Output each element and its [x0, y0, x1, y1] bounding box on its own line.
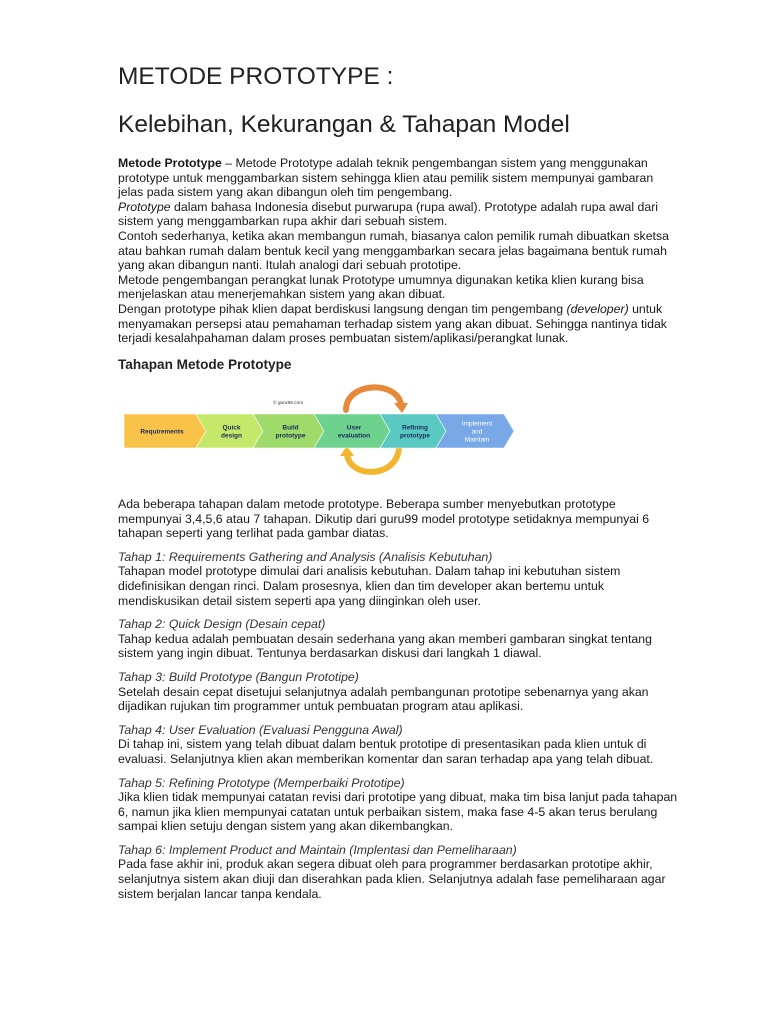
intro-paragraph-1-text: – Metode Prototype adalah teknik pengembangan sistem yang menggunakan prototype untuk menggambarkan sistem sehingga klien atau pemilik sistem mempunyai gambaran jelas pada sistem yang akan dibangun oleh tim pengembang.: [118, 156, 654, 200]
stage-body: Setelah desain cepat disetujui selanjutnya adalah pembangunan prototipe sebenarnya yang akan dijadikan rujukan tim programmer untuk pembuatan program atau aplikasi.: [118, 684, 649, 714]
step-label-line: Build: [282, 424, 299, 432]
intro-developer-italic: (developer): [566, 301, 629, 316]
stage-4: [118, 723, 678, 767]
intro-paragraph-4: Metode pengembangan perangkat lunak Prototype umumnya digunakan ketika klien kurang bisa menjelaskan atau menerjemahkan sistem yang akan dibuat.: [118, 272, 644, 302]
stage-body: Di tahap ini, sistem yang telah dibuat dalam bentuk prototipe di presentasikan pada klien untuk di evaluasi. Selanjutnya klien akan memberikan komentar dan saran terhadap apa yang telah dibuat.: [118, 737, 654, 766]
intro-term-bold: Metode Prototype: [118, 156, 222, 170]
intro-paragraph-1: [118, 156, 678, 200]
stage-body: Pada fase akhir ini, produk akan segera dibuat oleh para programmer berdasarkan prototipe akhir, selanjutnya sistem akan diuji dan diserahkan pada klien. Selanjutnya adalah fase pemeliharaan agar sistem berjalan lancar tanpa kendala.: [118, 857, 666, 901]
stage-2: [118, 617, 678, 661]
stage-body: Tahapan model prototype dimulai dari analisis kebutuhan. Dalam tahap ini kebutuhan sistem didefinisikan dengan rinci. Dalam prosesnya, klien dan tim developer akan bertemu untuk mendiskusikan detail sistem seperti apa yang diinginkan oleh user.: [118, 564, 621, 608]
top-cycle-arrowhead: [394, 403, 408, 413]
step-label-line: Refining: [402, 424, 428, 432]
prototype-process-diagram: [118, 376, 518, 488]
diagram-watermark: © guru99.com: [273, 401, 304, 406]
step-label-2: [221, 425, 242, 440]
stage-title: Tahap 2: Quick Design (Desain cepat): [118, 617, 326, 632]
step-label-line: prototype: [400, 432, 430, 440]
stages-intro: Ada beberapa tahapan dalam metode prototype. Beberapa sumber menyebutkan prototype mempunyai 3,4,5,6 atau 7 tahapan. Dikutip dari guru99 model prototype setidaknya mempunyai 6 tahapan seperti yang terlihat pada gambar diatas.: [118, 497, 650, 541]
step-label-line: Quick: [222, 424, 241, 432]
step-label-line: Maintain: [464, 436, 490, 444]
intro-paragraph-3: Contoh sederhanya, ketika akan membangun rumah, biasanya calon pemilik rumah dibuatkan sketsa atau bahkan rumah dalam bentuk kecil yang menggambarkan secara jelas bagaimana bentuk rumah yang akan dibangun nanti. Itulah analogi dari sebuah prototipe.: [118, 228, 669, 273]
step-label-line: Requirements: [140, 428, 184, 436]
stage-3: [118, 670, 678, 714]
step-label-line: prototype: [275, 432, 306, 440]
section-heading: Tahapan Metode Prototype: [118, 357, 292, 372]
step-label-1: [140, 429, 184, 436]
intro-paragraph-5: [118, 302, 678, 346]
stage-5: [118, 776, 678, 834]
intro-term-italic: Prototype: [118, 199, 171, 214]
bottom-cycle-arrow: [347, 446, 399, 472]
intro-section: [118, 156, 678, 346]
stages-list: [118, 550, 678, 901]
stage-1: [118, 550, 678, 608]
stage-title: Tahap 1: Requirements Gathering and Analysis (Analisis Kebutuhan): [118, 549, 493, 564]
intro-paragraph-2: [118, 200, 678, 229]
stage-body: Tahap kedua adalah pembuatan desain sederhana yang akan memberi gambaran singkat tentang sistem yang ingin dibuat. Tentunya berdasarkan diskusi dari langkah 1 diawal.: [118, 631, 652, 661]
stage-body: Jika klien tidak mempunyai catatan revisi dari prototipe yang dibuat, maka tim bisa lanjut pada tahapan 6, namun jika klien mempunyai catatan untuk perbaikan sistem, maka fase 4-5 akan terus berulang sampai klien setuju dengan sistem yang akan dikembangkan.: [118, 790, 678, 834]
intro-paragraph-2-text: dalam bahasa Indonesia disebut purwarupa (rupa awal). Prototype adalah rupa awal dari sistem yang menggambarkan rupa akhir dari sebuah sistem.: [118, 199, 659, 229]
step-label-5: [400, 425, 430, 440]
intro-paragraph-5-text-b: untuk menyamakan persepsi atau pemahaman terhadap sistem yang akan dibuat. Sehingga nantinya tidak terjadi kesalahpahaman dalam proses pembuatan sistem/aplikasi/perangkat lunak.: [118, 301, 667, 346]
stage-6: [118, 843, 678, 901]
stage-title: Tahap 5: Refining Prototype (Memperbaiki Prototipe): [118, 775, 405, 790]
step-label-line: and: [471, 428, 483, 436]
step-label-line: design: [221, 432, 242, 440]
step-label-line: Implement: [461, 420, 493, 428]
document-title: METODE PROTOTYPE :: [118, 63, 394, 90]
stage-title: Tahap 6: Implement Product and Maintain (Implentasi dan Pemeliharaan): [118, 842, 517, 857]
stages-section: [118, 497, 678, 901]
stage-title: Tahap 3: Build Prototype (Bangun Prototipe): [118, 669, 359, 684]
document-subtitle: Kelebihan, Kekurangan & Tahapan Model: [118, 111, 570, 138]
intro-paragraph-5-text-a: Dengan prototype pihak klien dapat berdiskusi langsung dengan tim pengembang: [118, 301, 567, 316]
top-cycle-arrow: [346, 387, 401, 410]
step-label-line: evaluation: [337, 432, 371, 440]
step-label-line: User: [346, 424, 362, 432]
stage-title: Tahap 4: User Evaluation (Evaluasi Pengguna Awal): [118, 722, 403, 737]
